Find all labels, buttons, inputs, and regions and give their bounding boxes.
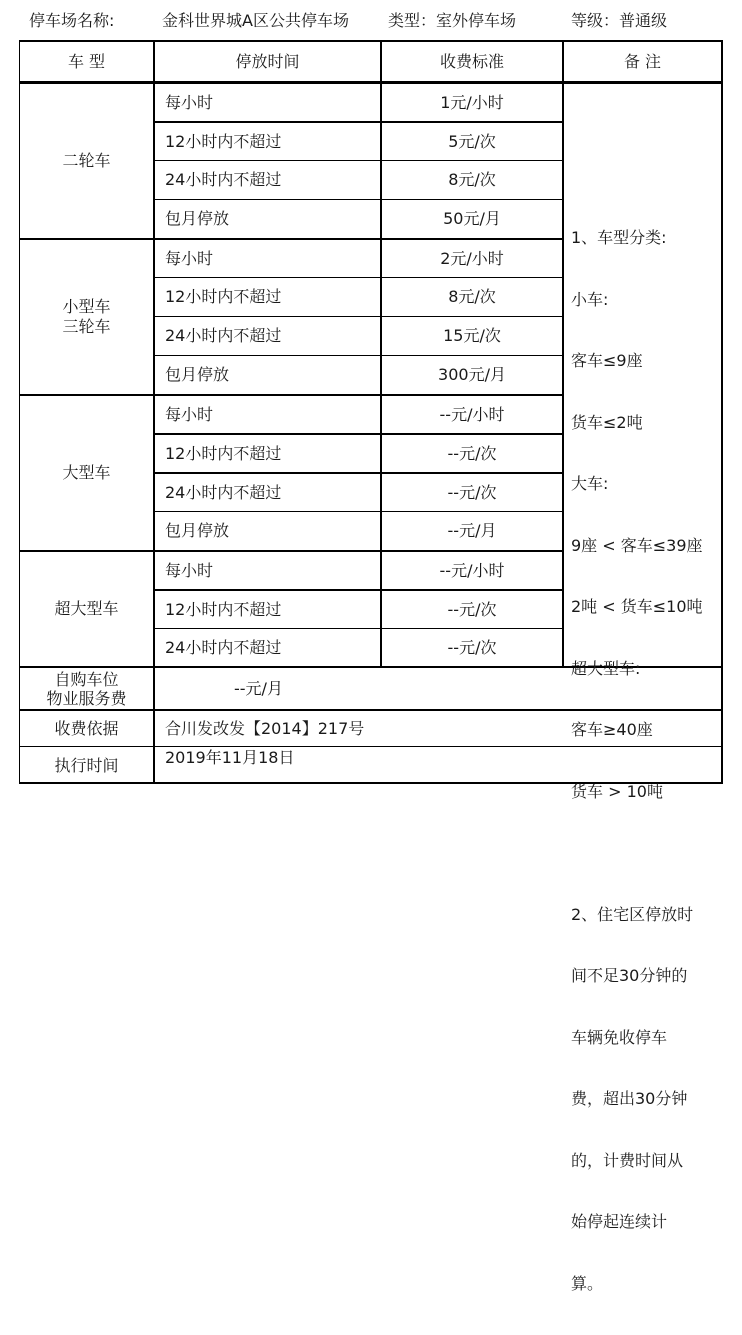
fee-value: --元/小时 — [439, 560, 505, 580]
note-line: 1、车型分类: — [571, 228, 667, 247]
parking-period: 24小时内不超过 — [165, 326, 282, 345]
fee-basis-value: 合川发改发【2014】217号 — [165, 718, 365, 738]
note-line: 始停起连续计 — [571, 1212, 668, 1231]
note-line: 货车≤2吨 — [571, 412, 643, 432]
fee-value: 50元/月 — [443, 209, 501, 228]
note-line: 客车≥40座 — [571, 720, 653, 739]
note-line: 货车 > 10吨 — [571, 781, 663, 801]
parking-period: 每小时 — [165, 404, 214, 424]
fee-value: --元/小时 — [439, 404, 505, 424]
column-header-vehicle: 车 型 — [67, 51, 106, 71]
property-fee-value: --元/月 — [234, 678, 283, 698]
vehicle-type-large: 大型车 — [62, 463, 111, 482]
fee-value: 2元/小时 — [440, 248, 504, 268]
parking-period: 24小时内不超过 — [165, 482, 282, 502]
note-line: 的，计费时间从 — [571, 1150, 684, 1170]
notes-cell — [571, 187, 721, 1335]
parking-grade: 等级：普通级 — [571, 11, 668, 30]
note-line: 间不足30分钟的 — [571, 966, 688, 985]
fee-value: 1元/小时 — [440, 92, 504, 112]
col-divider-3 — [562, 40, 564, 667]
parking-period: 12小时内不超过 — [165, 131, 282, 151]
parking-period: 每小时 — [165, 92, 214, 112]
fee-value: 8元/次 — [448, 287, 496, 306]
vehicle-type-line: 小型车 — [62, 297, 111, 316]
fee-value: 15元/次 — [443, 326, 501, 345]
parking-type: 类型：室外停车场 — [388, 11, 517, 30]
vehicle-type-small-and-tricycle — [20, 240, 153, 394]
note-line: 2、住宅区停放时 — [571, 904, 694, 924]
note-line: 大车: — [571, 474, 609, 493]
parking-period: 12小时内不超过 — [165, 443, 282, 463]
parking-period: 包月停放 — [165, 365, 230, 384]
parking-period: 每小时 — [165, 560, 214, 580]
parking-period: 24小时内不超过 — [165, 637, 282, 657]
parking-period: 12小时内不超过 — [165, 287, 282, 306]
note-line: 费，超出30分钟 — [571, 1089, 688, 1108]
fee-value: --元/次 — [447, 599, 497, 619]
column-header-period: 停放时间 — [235, 51, 300, 71]
fee-value: --元/月 — [447, 521, 497, 540]
fee-value: 8元/次 — [448, 170, 496, 189]
vehicle-type-line: 三轮车 — [62, 317, 111, 336]
note-line: 9座 < 客车≤39座 — [571, 535, 703, 555]
note-line: 超大型车: — [571, 658, 641, 678]
parking-name-value: 金科世界城A区公共停车场 — [162, 11, 349, 30]
property-fee-label-line: 物业服务费 — [46, 688, 127, 708]
fee-value: --元/次 — [447, 637, 497, 657]
parking-period: 包月停放 — [165, 521, 230, 540]
column-header-fee: 收费标准 — [439, 51, 504, 71]
fee-basis-label: 收费依据 — [54, 718, 119, 738]
vehicle-type-two-wheeler: 二轮车 — [62, 151, 111, 170]
fee-value: --元/次 — [447, 443, 497, 463]
table-border-right — [721, 40, 723, 784]
parking-period: 每小时 — [165, 248, 214, 268]
parking-period: 24小时内不超过 — [165, 170, 282, 189]
note-line: 小车: — [571, 289, 609, 309]
parking-period: 包月停放 — [165, 209, 230, 228]
property-fee-label-line: 自购车位 — [54, 669, 119, 689]
parking-period: 12小时内不超过 — [165, 599, 282, 619]
note-line — [571, 843, 721, 864]
column-header-notes: 备 注 — [623, 51, 662, 71]
effective-date-label: 执行时间 — [54, 755, 119, 775]
note-line: 车辆免收停车 — [571, 1027, 668, 1047]
vehicle-type-extra-large: 超大型车 — [54, 599, 119, 618]
note-line: 2吨 < 货车≤10吨 — [571, 597, 703, 616]
fee-value: 300元/月 — [438, 365, 506, 384]
parking-name-label: 停车场名称: — [29, 11, 115, 30]
property-fee-label — [20, 668, 153, 709]
fee-value: 5元/次 — [448, 131, 496, 151]
fee-value: --元/次 — [447, 482, 497, 502]
note-line: 客车≤9座 — [571, 351, 643, 370]
note-line: 算。 — [571, 1273, 604, 1293]
effective-date-value: 2019年11月18日 — [165, 748, 295, 767]
